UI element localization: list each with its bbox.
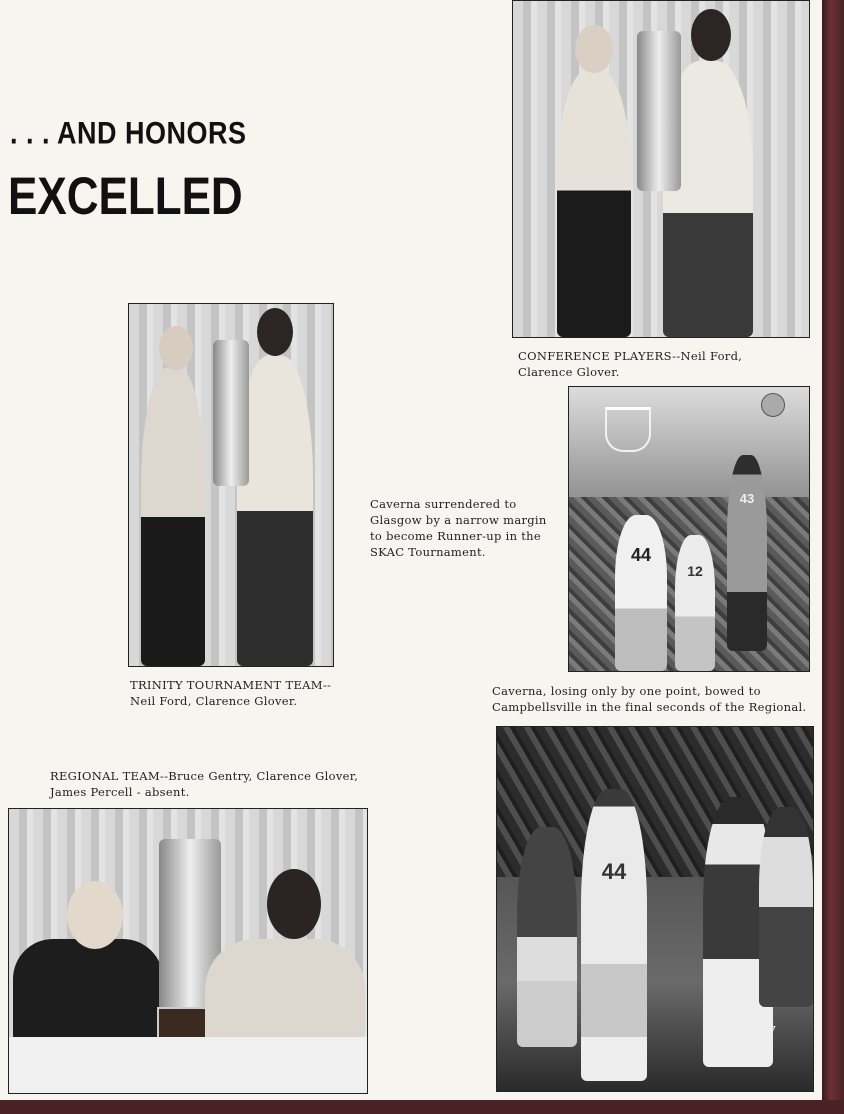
- jersey-number: 43: [739, 491, 755, 506]
- head-neil-ford: [575, 25, 613, 73]
- jersey-number: 44: [630, 545, 652, 565]
- trophy: [213, 340, 249, 486]
- book-binding: [822, 0, 844, 1114]
- player-44: [615, 515, 667, 671]
- player-44-walking: [581, 789, 647, 1081]
- caption-regional-game: Caverna, losing only by one point, bowed to Campbellsville in the final seconds of the Regional.: [492, 684, 807, 714]
- caption-skac: Caverna surrendered to Glasgow by a narrow margin to become Runner-up in the SKAC Tournament.: [370, 497, 547, 559]
- head-clarence-glover: [267, 869, 321, 939]
- page-number: 77: [761, 1023, 776, 1038]
- table-edge: [9, 1037, 367, 1093]
- figure-neil-ford: [557, 71, 631, 337]
- page-bottom-edge: [0, 1100, 844, 1114]
- head-clarence-glover: [257, 308, 293, 356]
- basketball: [761, 393, 785, 417]
- head-bruce-gentry: [67, 881, 123, 949]
- player-43-shooting: [727, 455, 767, 651]
- trophy: [637, 31, 681, 191]
- section-heading-excelled: EXCELLED: [8, 167, 243, 226]
- jersey-number: 12: [687, 563, 703, 579]
- photo-trinity-team: [128, 303, 334, 667]
- caption-trinity-team: TRINITY TOURNAMENT TEAM--Neil Ford, Clarence Glover.: [130, 678, 332, 708]
- jersey-number: 44: [601, 859, 627, 884]
- caption-conference-players: CONFERENCE PLAYERS--Neil Ford, Clarence Glover.: [518, 349, 743, 379]
- head-clarence-glover: [691, 9, 731, 61]
- basketball-hoop: [605, 407, 651, 452]
- teammate-left: [517, 827, 577, 1047]
- head-neil-ford: [159, 326, 193, 370]
- section-heading-honors: . . . AND HONORS: [10, 115, 247, 151]
- photo-conference-players: [512, 0, 810, 338]
- spectator-right: [759, 807, 813, 1007]
- figure-neil-ford: [141, 368, 205, 666]
- caption-regional-team: REGIONAL TEAM--Bruce Gentry, Clarence Glover, James Percell - absent.: [50, 769, 359, 799]
- photo-regional-team: [8, 808, 368, 1094]
- photo-skac-game: [568, 386, 810, 672]
- player-12: [675, 535, 715, 671]
